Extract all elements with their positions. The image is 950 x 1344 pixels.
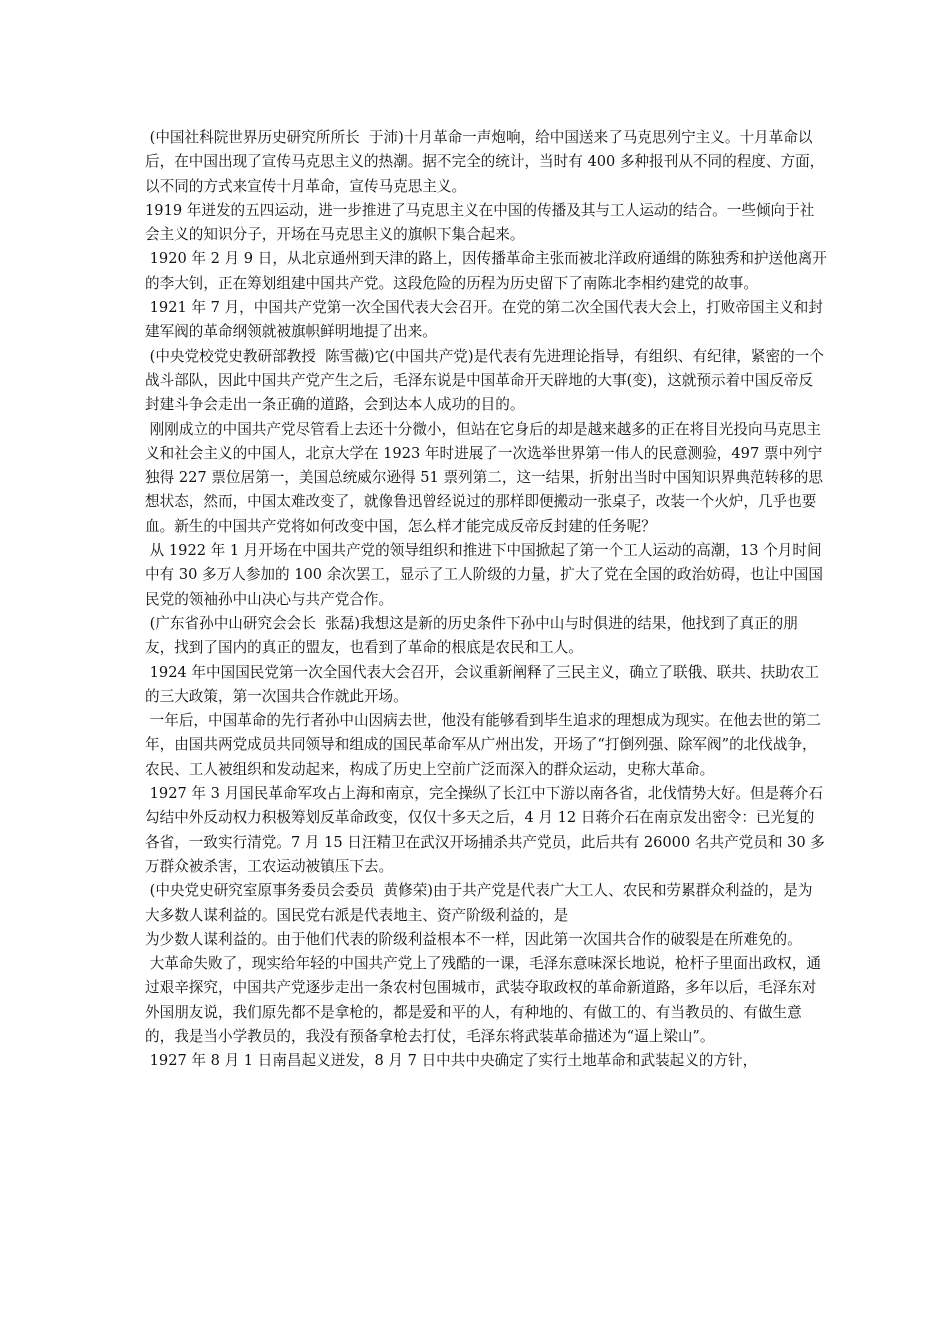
paragraph-northern-expedition: 一年后，中国革命的先行者孙中山因病去世，他没有能够看到毕生追求的理想成为现实。在他去世的第二年，由国共两党成员共同领导和组成的国民革命军从广州出发，开场了“打倒列强、除军阀”的北伐战争，农民、工人被组织和发动起来，构成了历史上空前广泛而深入的群众运动，史称大革命。 <box>145 712 821 778</box>
paragraph-chen-xuewei-quote: (中央党校党史教研部教授 陈雪薇)它(中国共产党)是代表有先进理论指导，有组织、有纪律，紧密的一个战斗部队，因此中国共产党产生之后，毛泽东说是中国革命开天辟地的大事(变)，这就预示着中国反帝反封建斗争会走出一条正确的道路，会到达本人成功的目的。 <box>145 347 824 414</box>
paragraph-labor-movement: 从 1922 年 1 月开场在中国共产党的领导组织和推进下中国掀起了第一个工人运动的高潮，13 个月时间中有 30 多万人参加的 100 余次罢工，显示了工人阶级的力量，扩大了党在全国的政治妨碍，也让中国国民党的领袖孙中山决心与共产党合作。 <box>145 542 823 608</box>
paragraph-may-fourth: 1919 年迸发的五四运动，进一步推进了马克思主义在中国的传播及其与工人运动的结合。一些倾向于社会主义的知识分子，开场在马克思主义的旗帜下集合起来。 <box>145 201 815 244</box>
paragraph-1927-coup: 1927 年 3 月国民革命军攻占上海和南京，完全操纵了长江中下游以南各省，北伐情势大好。但是蒋介石勾结中外反动权力积极筹划反革命政变，仅仅十多天之后，4 月 12 日蒋介石在南京发出密令：已光复的各省，一致实行清党。7 月 15 日汪精卫在武汉开场捕杀共产党员，此后共有 26000 名共产党员和 30 多万群众被杀害，工农运动被镇压下去。 <box>145 785 825 875</box>
paragraph-chen-li-party-founding: 1920 年 2 月 9 日，从北京通州到天津的路上，因传播革命主张而被北洋政府通缉的陈独秀和护送他离开的李大钊，正在筹划组建中国共产党。这段危险的历程为历史留下了南陈北李相约建党的故事。 <box>145 250 827 292</box>
document-body <box>145 126 827 1074</box>
paragraph-october-revolution: (中国社科院世界历史研究所所长 于沛)十月革命一声炮响，给中国送来了马克思列宁主义。十月革命以后，在中国出现了宣传马克思主义的热潮。据不完全的统计，当时有 400 多种报刊从不同的程度、方面，以不同的方式来宣传十月革命，宣传马克思主义。 <box>145 129 825 195</box>
paragraph-zhang-lei-quote: (广东省孙中山研究会会长 张磊)我想这是新的历史条件下孙中山与时俱进的结果，他找到了真正的朋友，找到了国内的真正的盟友，也看到了革命的根底是农民和工人。 <box>145 614 798 657</box>
paragraph-kmt-first-congress: 1924 年中国国民党第一次全国代表大会召开，会议重新阐释了三民主义，确立了联俄、联共、扶助农工的三大政策，第一次国共合作就此开场。 <box>145 663 819 705</box>
paragraph-huang-xiurong-quote: (中央党史研究室原事务委员会委员 黄修荣)由于共产党是代表广大工人、农民和劳累群众利益的，是为大多数人谋利益的。国民党右派是代表地主、资产阶级利益的，是 为少数人谋利益的。由于他们代表的阶级利益根本不一样，因此第一次国共合作的破裂是在所难免的。 <box>145 882 813 948</box>
paragraph-peking-university-poll: 刚刚成立的中国共产党尽管看上去还十分微小，但站在它身后的却是越来越多的正在将目光投向马克思主义和社会主义的中国人，北京大学在 1923 年时进展了一次选举世界第一伟人的民意测验，497 票中列宁独得 227 票位居第一，美国总统威尔逊得 51 票列第二，这一结果，折射出当时中国知识界典范转移的思想状态，然而，中国太难改变了，就像鲁迅曾经说过的那样即便搬动一张桌子，改装一个火炉，几乎也要血。新生的中国共产党将如何改变中国，怎么样才能完成反帝反封建的任务呢？ <box>145 420 823 535</box>
paragraph-nanchang-uprising: 1927 年 8 月 1 日南昌起义迸发，8 月 7 日中共中央确定了实行土地革命和武装起义的方针， <box>145 1052 758 1070</box>
paragraph-first-congress: 1921 年 7 月，中国共产党第一次全国代表大会召开。在党的第二次全国代表大会上，打败帝国主义和封建军阀的革命纲领就被旗帜鲜明地提了出来。 <box>145 299 823 341</box>
paragraph-armed-revolution: 大革命失败了，现实给年轻的中国共产党上了残酷的一课，毛泽东意味深长地说，枪杆子里面出政权，通过艰辛探究，中国共产党逐步走出一条农村包围城市，武装夺取政权的革命新道路，多年以后，毛泽东对外国朋友说，我们原先都不是拿枪的，都是爱和平的人，有种地的、有做工的、有当教员的、有做生意的，我是当小学教员的，我没有预备拿枪去打仗，毛泽东将武装革命描述为“逼上梁山”。 <box>145 955 821 1045</box>
